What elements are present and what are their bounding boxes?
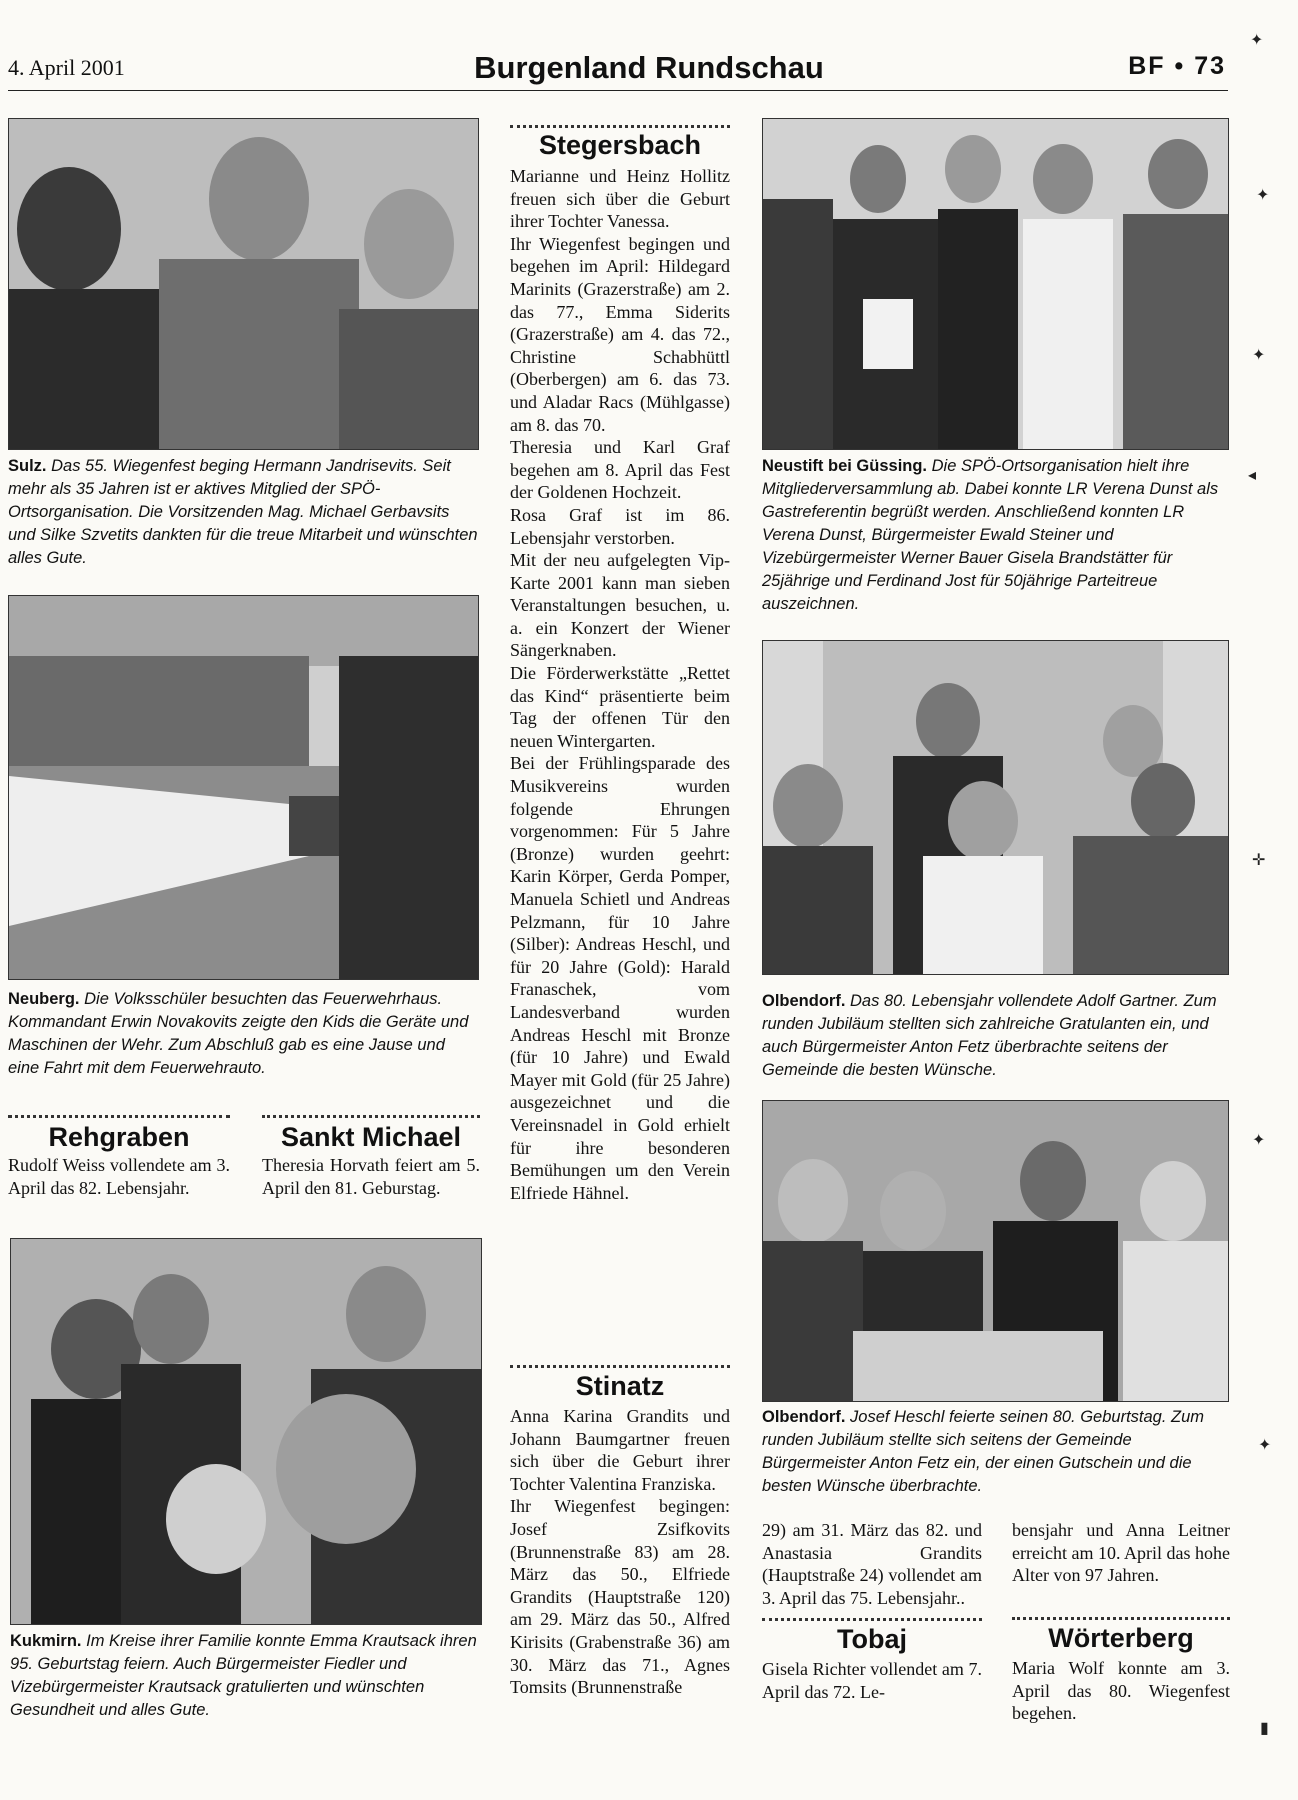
- header-rule: [8, 90, 1228, 91]
- article-tobaj-continued: [1012, 1519, 1230, 1587]
- heading-stinatz: Stinatz: [575, 1371, 665, 1401]
- heading-sankt-michael: Sankt Michael: [280, 1122, 462, 1152]
- caption-neuberg: [8, 988, 478, 1080]
- newspaper-title: Burgenland Rundschau: [474, 50, 824, 85]
- photo-neustift-figures: [763, 119, 1228, 449]
- divider-dots: [510, 125, 730, 128]
- page-number: BF • 73: [1128, 52, 1226, 80]
- article-paragraph: Ihr Wiegenfest begingen und begehen im April: Hildegard Marinits (Grazerstraße) am 2. das 77., Emma Siderits (Grazerstraße) am 4. das 72., Christine Schabhüttl (Oberbergen) am 6. das 73. und Aladar Racs (Mühlgasse) am 8. das 70.: [510, 233, 730, 435]
- article-sankt-michael: [262, 1154, 480, 1199]
- caption-sulz: [8, 455, 478, 570]
- photo-kukmirn-figures: [11, 1239, 481, 1624]
- caption-text: Im Kreise ihrer Familie konnte Emma Krautsack ihren 95. Geburtstag feiern. Auch Bürgermeister Fiedler und Vizebürgermeister Krautsack gratulierten und wünschten Gesundheit und alles Gute.: [10, 1632, 477, 1719]
- article-text: Rudolf Weiss vollendete am 3. April das 82. Lebensjahr.: [8, 1155, 230, 1198]
- article-text: Theresia Horvath feiert am 5. April den 81. Geburstag.: [262, 1155, 480, 1198]
- issue-date: 4. April 2001: [8, 55, 125, 80]
- article-paragraph: Rosa Graf ist im 86. Lebensjahr verstorben.: [510, 504, 730, 548]
- caption-text: Die SPÖ-Ortsorganisation hielt ihre Mitgliederversammlung ab. Dabei konnte LR Verena Dunst als Gastreferentin begrüßt werden. Anschließend konnten LR Verena Dunst, Bürgermeister Ewald Steiner und Vizebürgermeister Werner Bauer Gisela Brandstätter für 25jährige und Ferdinand Jost für 50jährige Parteitreue auszeichnen.: [762, 457, 1219, 613]
- caption-text: Josef Heschl feierte seinen 80. Geburtstag. Zum runden Jubiläum stellte sich seitens der Gemeinde Bürgermeister Anton Fetz ein, der einen Gutschein und die besten Wünsche überbrachte.: [762, 1408, 1205, 1495]
- caption-kukmirn: [10, 1630, 480, 1722]
- caption-text: Das 80. Lebensjahr vollendete Adolf Gartner. Zum runden Jubiläum stellten sich zahlreiche Gratulanten ein, und auch Bürgermeister Anton Fetz überbrachte seitens der Gemeinde die besten Wünsche.: [762, 992, 1217, 1079]
- caption-place: Olbendorf.: [762, 992, 846, 1010]
- photo-olbendorf-1-figures: [763, 641, 1228, 974]
- article-stegersbach: [510, 165, 730, 1204]
- caption-olbendorf-2: [762, 1406, 1230, 1498]
- divider-dots: [510, 1365, 730, 1368]
- scan-mark: ▮: [1260, 1720, 1269, 1737]
- article-paragraph: Die Förderwerkstätte „Rettet das Kind“ präsentierte beim Tag der offenen Tür den neuen Wintergarten.: [510, 663, 730, 751]
- article-paragraph: Anna Karina Grandits und Johann Baumgartner freuen sich über die Geburt ihrer Tochter Valentina Franziska.: [510, 1406, 730, 1494]
- article-rehgraben: [8, 1154, 230, 1199]
- article-text: Maria Wolf konnte am 3. April das 80. Wiegenfest begehen.: [1012, 1658, 1230, 1724]
- heading-tobaj: Tobaj: [837, 1624, 907, 1654]
- article-paragraph: Theresia und Karl Graf begehen am 8. April das Fest der Goldenen Hochzeit.: [510, 437, 730, 503]
- divider-dots: [762, 1618, 982, 1621]
- photo-neustift: [762, 118, 1229, 450]
- article-stinatz: [510, 1405, 730, 1699]
- photo-olbendorf-1: [762, 640, 1229, 975]
- caption-text: Das 55. Wiegenfest beging Hermann Jandrisevits. Seit mehr als 35 Jahren ist er aktives Mitglied der SPÖ-Ortsorganisation. Die Vorsitzenden Mag. Michael Gerbavsits und Silke Szvetits dankten für die treue Mitarbeit und wünschten alles Gute.: [8, 457, 478, 567]
- caption-olbendorf-1: [762, 990, 1230, 1082]
- article-paragraph: Marianne und Heinz Hollitz freuen sich über die Geburt ihrer Tochter Vanessa.: [510, 166, 730, 232]
- article-text: 29) am 31. März das 82. und Anastasia Grandits (Hauptstraße 24) vollendet am 3. April das 75. Lebensjahr..: [762, 1520, 982, 1608]
- article-paragraph: Mit der neu aufgelegten Vip-Karte 2001 kann man sieben Veranstaltungen besuchen, u. a. ein Konzert der Wiener Sängerknaben.: [510, 550, 730, 661]
- caption-place: Sulz.: [8, 457, 47, 475]
- photo-kukmirn: [10, 1238, 482, 1625]
- scan-mark: ✦: [1256, 187, 1270, 204]
- article-text: bensjahr und Anna Leitner erreicht am 10. April das hohe Alter von 97 Jahren.: [1012, 1520, 1230, 1586]
- heading-stegersbach: Stegersbach: [538, 130, 702, 160]
- caption-place: Kukmirn.: [10, 1632, 82, 1650]
- scan-mark: ✦: [1250, 32, 1264, 49]
- scan-mark: ✦: [1252, 1132, 1266, 1149]
- article-paragraph: Bei der Frühlingsparade des Musikvereins wurden folgende Ehrungen vorgenommen: Für 5 Jahre (Bronze) wurden geehrt: Karin Körper, Gerda Pomper, Manuela Schietl und Andreas Pelzmann, für 10 Jahre (Silber): Andreas Heschl, und für 20 Jahre (Gold): Harald Franaschek, vom Landesverband wurden Andreas Heschl mit Bronze (für 10 Jahre) und Ewald Mayer mit Gold (für 25 Jahre) ausgezeichnet und die Vereinsnadel in Gold erhielt für ihre besonderen Bemühungen um den Verein Elfriede Hähnel.: [510, 753, 730, 1203]
- article-paragraph: Ihr Wiegenfest begingen: Josef Zsifkovits (Brunnenstraße 83) am 28. März das 50., Elfriede Grandits (Hauptstraße 120) am 29. März das 50., Alfred Kirisits (Grabenstraße 36) am 30. März das 71., Agnes Tomsits (Brunnenstraße: [510, 1496, 730, 1698]
- caption-place: Olbendorf.: [762, 1408, 846, 1426]
- caption-neustift: [762, 455, 1230, 616]
- scan-mark: ✦: [1258, 1437, 1272, 1454]
- article-woerterberg: [1012, 1657, 1230, 1725]
- caption-text: Die Volksschüler besuchten das Feuerwehrhaus. Kommandant Erwin Novakovits zeigte den Kids die Geräte und Maschinen der Wehr. Zum Abschluß gab es eine Jause und eine Fahrt mit dem Feuerwehrauto.: [8, 990, 469, 1077]
- scan-mark: ✦: [1252, 347, 1266, 364]
- article-tobaj: [762, 1658, 982, 1703]
- photo-neuberg-scene: [9, 596, 478, 979]
- divider-dots: [1012, 1617, 1230, 1620]
- heading-woerterberg: Wörterberg: [1048, 1623, 1194, 1653]
- photo-sulz-figures: [9, 119, 478, 449]
- article-text: Gisela Richter vollendet am 7. April das 72. Le-: [762, 1659, 982, 1702]
- caption-place: Neuberg.: [8, 990, 80, 1008]
- scan-mark: ✛: [1252, 852, 1266, 869]
- heading-rehgraben: Rehgraben: [48, 1122, 190, 1152]
- caption-place: Neustift bei Güssing.: [762, 457, 928, 475]
- photo-olbendorf-2-figures: [763, 1101, 1228, 1401]
- photo-neuberg: [8, 595, 479, 980]
- scan-mark: ◂: [1248, 467, 1257, 484]
- photo-sulz: [8, 118, 479, 450]
- article-stinatz-continued: [762, 1519, 982, 1609]
- photo-olbendorf-2: [762, 1100, 1229, 1402]
- divider-dots: [8, 1115, 230, 1118]
- divider-dots: [262, 1115, 480, 1118]
